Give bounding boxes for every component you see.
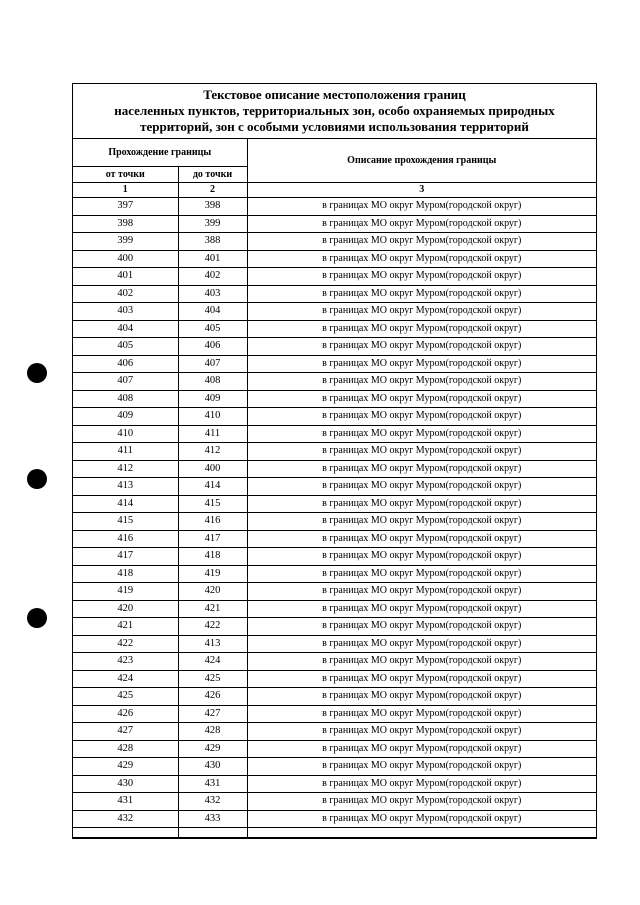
- table-row: [73, 530, 596, 548]
- to-point-cell: 433: [178, 810, 247, 828]
- header-to-point: до точки: [178, 167, 247, 183]
- table-row: [73, 565, 596, 583]
- table-end-row: [73, 828, 596, 838]
- description-cell: в границах МО округ Муром(городской округ): [247, 268, 596, 286]
- from-point-cell: 416: [73, 530, 178, 548]
- column-number: 2: [178, 183, 247, 198]
- to-point-cell: 405: [178, 320, 247, 338]
- description-cell: в границах МО округ Муром(городской округ): [247, 670, 596, 688]
- from-point-cell: 426: [73, 705, 178, 723]
- from-point-cell: 428: [73, 740, 178, 758]
- to-point-cell: 430: [178, 758, 247, 776]
- to-point-cell: 418: [178, 548, 247, 566]
- table-row: [73, 670, 596, 688]
- from-point-cell: 397: [73, 198, 178, 216]
- column-number: 1: [73, 183, 178, 198]
- from-point-cell: 399: [73, 233, 178, 251]
- header-description: Описание прохождения границы: [247, 139, 596, 183]
- description-cell: в границах МО округ Муром(городской округ): [247, 425, 596, 443]
- table-row: [73, 635, 596, 653]
- description-cell: в границах МО округ Муром(городской округ): [247, 285, 596, 303]
- to-point-cell: 416: [178, 513, 247, 531]
- from-point-cell: 418: [73, 565, 178, 583]
- table-row: [73, 390, 596, 408]
- to-point-cell: 400: [178, 460, 247, 478]
- header-passage: Прохождение границы: [73, 139, 247, 167]
- from-point-cell: 427: [73, 723, 178, 741]
- table-row: [73, 583, 596, 601]
- to-point-cell: 411: [178, 425, 247, 443]
- description-cell: в границах МО округ Муром(городской округ): [247, 460, 596, 478]
- description-cell: в границах МО округ Муром(городской округ): [247, 513, 596, 531]
- empty-cell: [247, 828, 596, 838]
- to-point-cell: 402: [178, 268, 247, 286]
- from-point-cell: 401: [73, 268, 178, 286]
- from-point-cell: 422: [73, 635, 178, 653]
- description-cell: в границах МО округ Муром(городской округ): [247, 443, 596, 461]
- to-point-cell: 419: [178, 565, 247, 583]
- to-point-cell: 415: [178, 495, 247, 513]
- punch-hole: [27, 608, 47, 628]
- to-point-cell: 413: [178, 635, 247, 653]
- description-cell: в границах МО округ Муром(городской округ): [247, 758, 596, 776]
- from-point-cell: 406: [73, 355, 178, 373]
- table-row: [73, 268, 596, 286]
- table-row: [73, 513, 596, 531]
- to-point-cell: 420: [178, 583, 247, 601]
- from-point-cell: 408: [73, 390, 178, 408]
- from-point-cell: 405: [73, 338, 178, 356]
- punch-hole: [27, 363, 47, 383]
- from-point-cell: 415: [73, 513, 178, 531]
- description-cell: в границах МО округ Муром(городской округ): [247, 775, 596, 793]
- document-title: [73, 84, 596, 139]
- description-cell: в границах МО округ Муром(городской округ): [247, 250, 596, 268]
- table-row: [73, 705, 596, 723]
- description-cell: в границах МО округ Муром(городской округ): [247, 320, 596, 338]
- to-point-cell: 431: [178, 775, 247, 793]
- to-point-cell: 422: [178, 618, 247, 636]
- title-line: территорий, зон с особыми условиями использования территорий: [140, 119, 529, 134]
- from-point-cell: 410: [73, 425, 178, 443]
- description-cell: в границах МО округ Муром(городской округ): [247, 583, 596, 601]
- description-cell: в границах МО округ Муром(городской округ): [247, 355, 596, 373]
- from-point-cell: 411: [73, 443, 178, 461]
- description-cell: в границах МО округ Муром(городской округ): [247, 408, 596, 426]
- table-row: [73, 320, 596, 338]
- from-point-cell: 430: [73, 775, 178, 793]
- header-from-point: от точки: [73, 167, 178, 183]
- description-cell: в границах МО округ Муром(городской округ): [247, 198, 596, 216]
- from-point-cell: 425: [73, 688, 178, 706]
- table-body: [73, 198, 596, 838]
- table-row: [73, 495, 596, 513]
- from-point-cell: 403: [73, 303, 178, 321]
- table-row: [73, 215, 596, 233]
- to-point-cell: 401: [178, 250, 247, 268]
- table-row: [73, 408, 596, 426]
- to-point-cell: 417: [178, 530, 247, 548]
- from-point-cell: 431: [73, 793, 178, 811]
- from-point-cell: 423: [73, 653, 178, 671]
- to-point-cell: 399: [178, 215, 247, 233]
- from-point-cell: 402: [73, 285, 178, 303]
- table-row: [73, 355, 596, 373]
- table-row: [73, 600, 596, 618]
- from-point-cell: 429: [73, 758, 178, 776]
- from-point-cell: 404: [73, 320, 178, 338]
- table-row: [73, 198, 596, 216]
- description-cell: в границах МО округ Муром(городской округ): [247, 653, 596, 671]
- table-row: [73, 460, 596, 478]
- to-point-cell: 421: [178, 600, 247, 618]
- to-point-cell: 408: [178, 373, 247, 391]
- table-row: [73, 653, 596, 671]
- description-cell: в границах МО округ Муром(городской округ): [247, 723, 596, 741]
- from-point-cell: 417: [73, 548, 178, 566]
- boundary-table: [73, 139, 596, 838]
- to-point-cell: 432: [178, 793, 247, 811]
- column-number: 3: [247, 183, 596, 198]
- table-row: [73, 373, 596, 391]
- description-cell: в границах МО округ Муром(городской округ): [247, 635, 596, 653]
- to-point-cell: 409: [178, 390, 247, 408]
- table-row: [73, 758, 596, 776]
- table-row: [73, 793, 596, 811]
- to-point-cell: 406: [178, 338, 247, 356]
- description-cell: в границах МО округ Муром(городской округ): [247, 618, 596, 636]
- empty-cell: [73, 828, 178, 838]
- from-point-cell: 413: [73, 478, 178, 496]
- table-row: [73, 548, 596, 566]
- to-point-cell: 407: [178, 355, 247, 373]
- table-row: [73, 618, 596, 636]
- from-point-cell: 420: [73, 600, 178, 618]
- table-row: [73, 723, 596, 741]
- description-cell: в границах МО округ Муром(городской округ): [247, 215, 596, 233]
- title-line: Текстовое описание местоположения границ: [203, 87, 466, 102]
- boundary-description-document: [72, 83, 597, 839]
- description-cell: в границах МО округ Муром(городской округ): [247, 688, 596, 706]
- table-row: [73, 303, 596, 321]
- table-row: [73, 810, 596, 828]
- description-cell: в границах МО округ Муром(городской округ): [247, 530, 596, 548]
- description-cell: в границах МО округ Муром(городской округ): [247, 478, 596, 496]
- to-point-cell: 427: [178, 705, 247, 723]
- to-point-cell: 424: [178, 653, 247, 671]
- from-point-cell: 398: [73, 215, 178, 233]
- description-cell: в границах МО округ Муром(городской округ): [247, 548, 596, 566]
- to-point-cell: 403: [178, 285, 247, 303]
- description-cell: в границах МО округ Муром(городской округ): [247, 373, 596, 391]
- table-row: [73, 688, 596, 706]
- description-cell: в границах МО округ Муром(городской округ): [247, 600, 596, 618]
- from-point-cell: 407: [73, 373, 178, 391]
- table-row: [73, 338, 596, 356]
- to-point-cell: 414: [178, 478, 247, 496]
- from-point-cell: 409: [73, 408, 178, 426]
- table-row: [73, 740, 596, 758]
- table-row: [73, 775, 596, 793]
- description-cell: в границах МО округ Муром(городской округ): [247, 495, 596, 513]
- table-row: [73, 425, 596, 443]
- description-cell: в границах МО округ Муром(городской округ): [247, 740, 596, 758]
- table-row: [73, 250, 596, 268]
- from-point-cell: 419: [73, 583, 178, 601]
- from-point-cell: 400: [73, 250, 178, 268]
- to-point-cell: 429: [178, 740, 247, 758]
- description-cell: в границах МО округ Муром(городской округ): [247, 338, 596, 356]
- description-cell: в границах МО округ Муром(городской округ): [247, 303, 596, 321]
- empty-cell: [178, 828, 247, 838]
- to-point-cell: 404: [178, 303, 247, 321]
- from-point-cell: 424: [73, 670, 178, 688]
- description-cell: в границах МО округ Муром(городской округ): [247, 233, 596, 251]
- from-point-cell: 414: [73, 495, 178, 513]
- description-cell: в границах МО округ Муром(городской округ): [247, 565, 596, 583]
- table-row: [73, 285, 596, 303]
- to-point-cell: 388: [178, 233, 247, 251]
- from-point-cell: 421: [73, 618, 178, 636]
- to-point-cell: 412: [178, 443, 247, 461]
- table-row: [73, 478, 596, 496]
- to-point-cell: 410: [178, 408, 247, 426]
- table-row: [73, 233, 596, 251]
- to-point-cell: 425: [178, 670, 247, 688]
- from-point-cell: 432: [73, 810, 178, 828]
- description-cell: в границах МО округ Муром(городской округ): [247, 390, 596, 408]
- to-point-cell: 428: [178, 723, 247, 741]
- table-row: [73, 443, 596, 461]
- from-point-cell: 412: [73, 460, 178, 478]
- description-cell: в границах МО округ Муром(городской округ): [247, 810, 596, 828]
- description-cell: в границах МО округ Муром(городской округ): [247, 705, 596, 723]
- title-line: населенных пунктов, территориальных зон, особо охраняемых природных: [114, 103, 555, 118]
- to-point-cell: 426: [178, 688, 247, 706]
- description-cell: в границах МО округ Муром(городской округ): [247, 793, 596, 811]
- to-point-cell: 398: [178, 198, 247, 216]
- punch-hole: [27, 469, 47, 489]
